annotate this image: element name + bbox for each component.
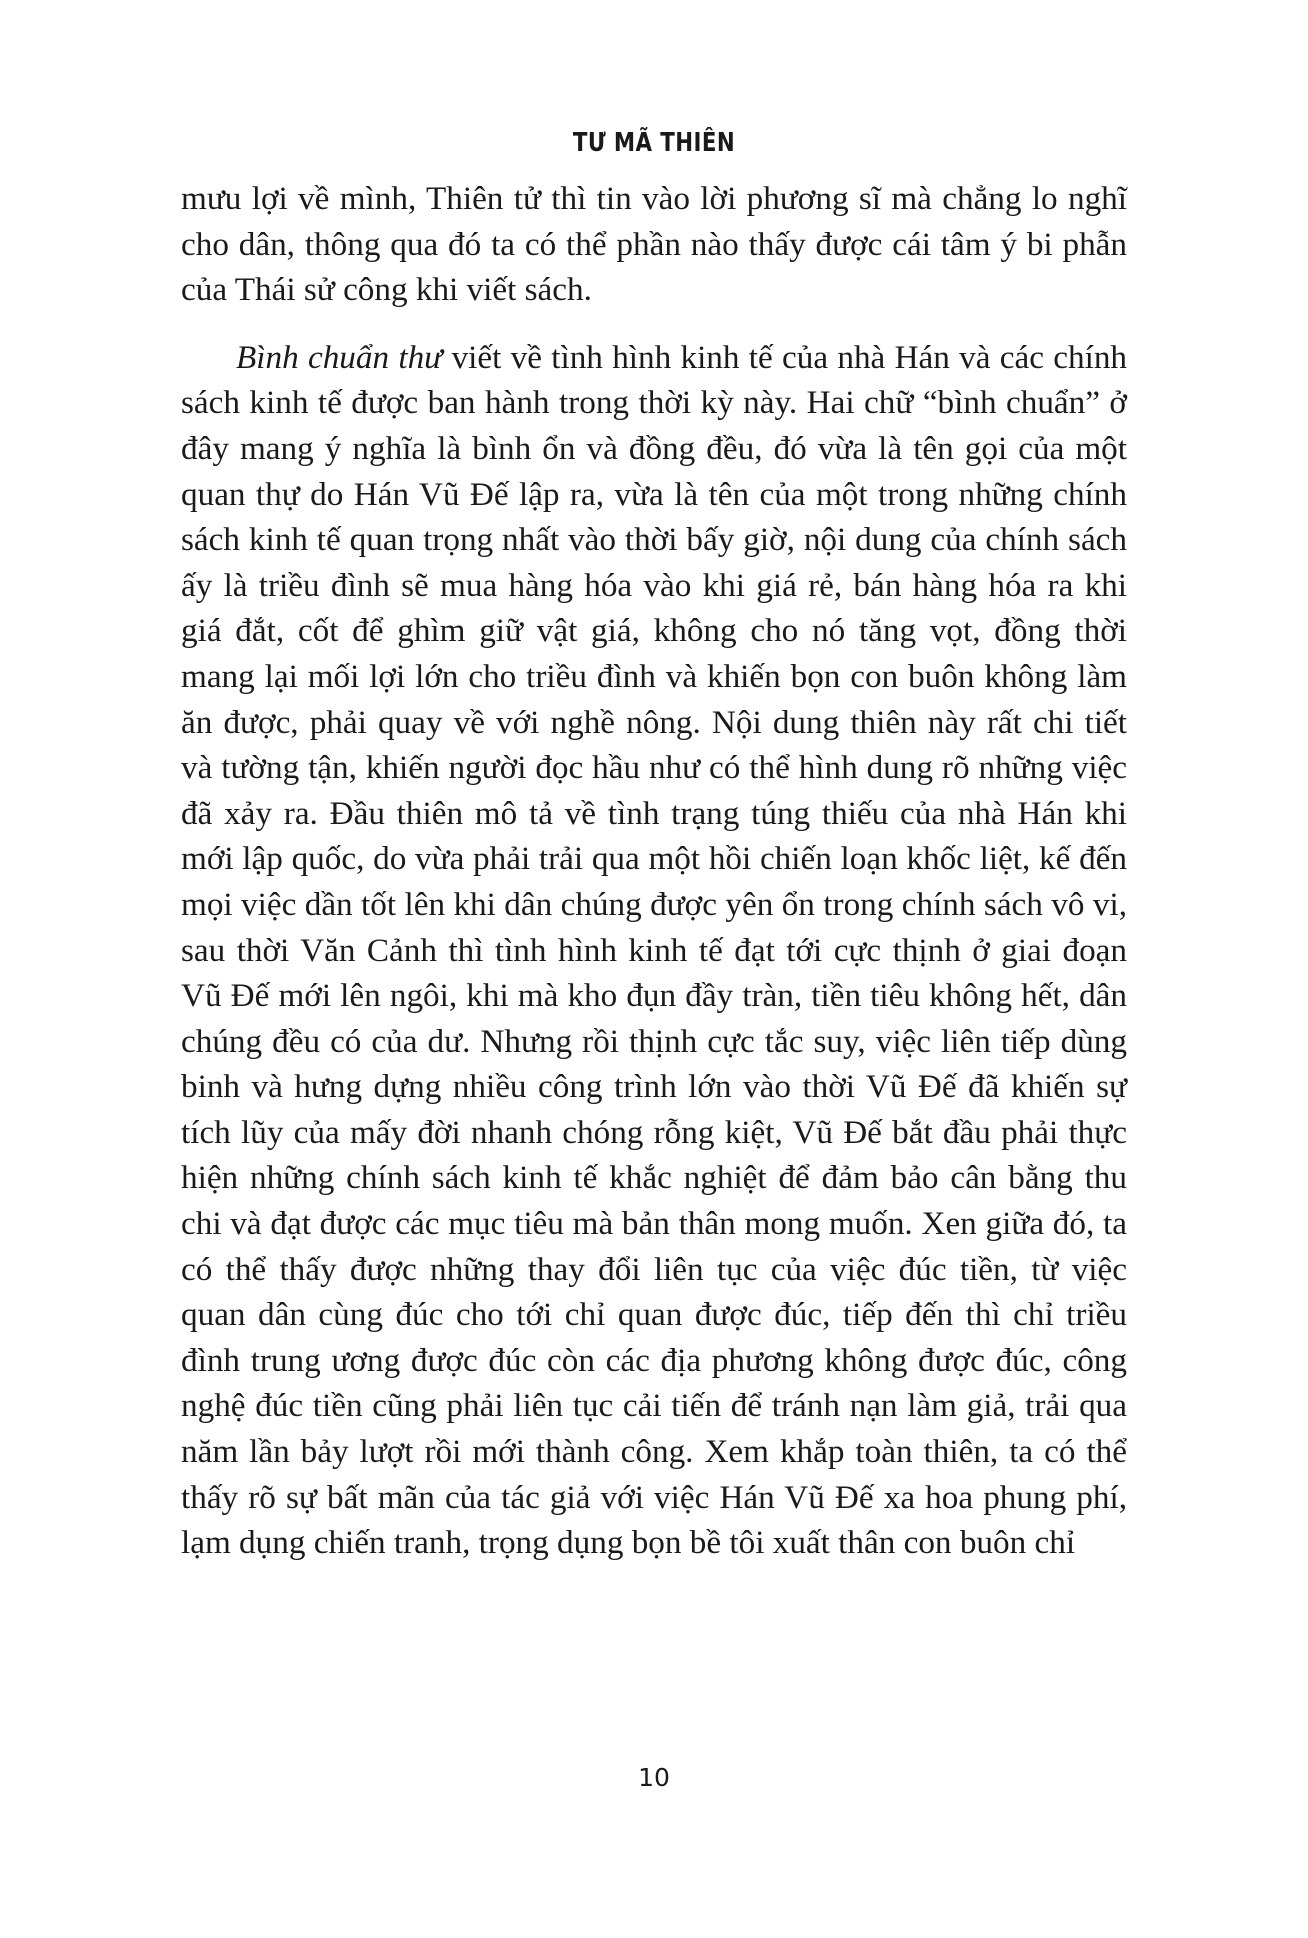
running-header: TƯ MÃ THIÊN bbox=[572, 128, 736, 158]
paragraph-1: mưu lợi về mình, Thiên tử thì tin vào lời phương sĩ mà chẳng lo nghĩ cho dân, thông qua đó ta có thể phần nào thấy được cái tâm ý bi phẫn của Thái sử công khi viết sách. bbox=[181, 180, 1127, 309]
paragraph-2-text: viết về tình hình kinh tế của nhà Hán và các chính sách kinh tế được ban hành trong thời kỳ này. Hai chữ “bình chuẩn” ở đây mang ý nghĩa là bình ổn và đồng đều, đó vừa là tên gọi của một quan thự do Hán Vũ Đế lập ra, vừa là tên của một trong những chính sách kinh tế quan trọng nhất vào thời bấy giờ, nội dung của chính sách ấy là triều đình sẽ mua hàng hóa vào khi giá rẻ, bán hàng hóa ra khi giá đắt, cốt để ghìm giữ vật giá, không cho nó tăng vọt, đồng thời mang lại mối lợi lớn cho triều đình và khiến bọn con buôn không làm ăn được, phải quay về với nghề nông. Nội dung thiên này rất chi tiết và tường tận, khiến người đọc hầu như có thể hình dung rõ những việc đã xảy ra. Đầu thiên mô tả về tình trạng túng thiếu của nhà Hán khi mới lập quốc, do vừa phải trải qua một hồi chiến loạn khốc liệt, kế đến mọi việc dần tốt lên khi dân chúng được yên ổn trong chính sách vô vi, sau thời Văn Cảnh thì tình hình kinh tế đạt tới cực thịnh ở giai đoạn Vũ Đế mới lên ngôi, khi mà kho đụn đầy tràn, tiền tiêu không hết, dân chúng đều có của dư. Nhưng rồi thịnh cực tắc suy, việc liên tiếp dùng binh và hưng dựng nhiều công trình lớn vào thời Vũ Đế đã khiến sự tích lũy của mấy đời nhanh chóng rỗng kiệt, Vũ Đế bắt đầu phải thực hiện những chính sách kinh tế khắc nghiệt để đảm bảo cân bằng thu chi và đạt được các mục tiêu mà bản thân mong muốn. Xen giữa đó, ta có thể thấy được những thay đổi liên tục của việc đúc tiền, từ việc quan dân cùng đúc cho tới chỉ quan được đúc, tiếp đến thì chỉ triều đình trung ương được đúc còn các địa phương không được đúc, công nghệ đúc tiền cũng phải liên tục cải tiến để tránh nạn làm giả, trải qua năm lần bảy lượt rồi mới thành công. Xem khắp toàn thiên, ta có thể thấy rõ sự bất mãn của tác giả với việc Hán Vũ Đế xa hoa phung phí, lạm dụng chiến tranh, trọng dụng bọn bề tôi xuất thân con buôn chỉ bbox=[181, 338, 1128, 1562]
work-title: Bình chuẩn thư bbox=[236, 338, 443, 376]
body-text bbox=[181, 176, 1127, 1566]
page-number: 10 bbox=[638, 1763, 670, 1792]
paragraph-2 bbox=[181, 335, 1127, 1566]
